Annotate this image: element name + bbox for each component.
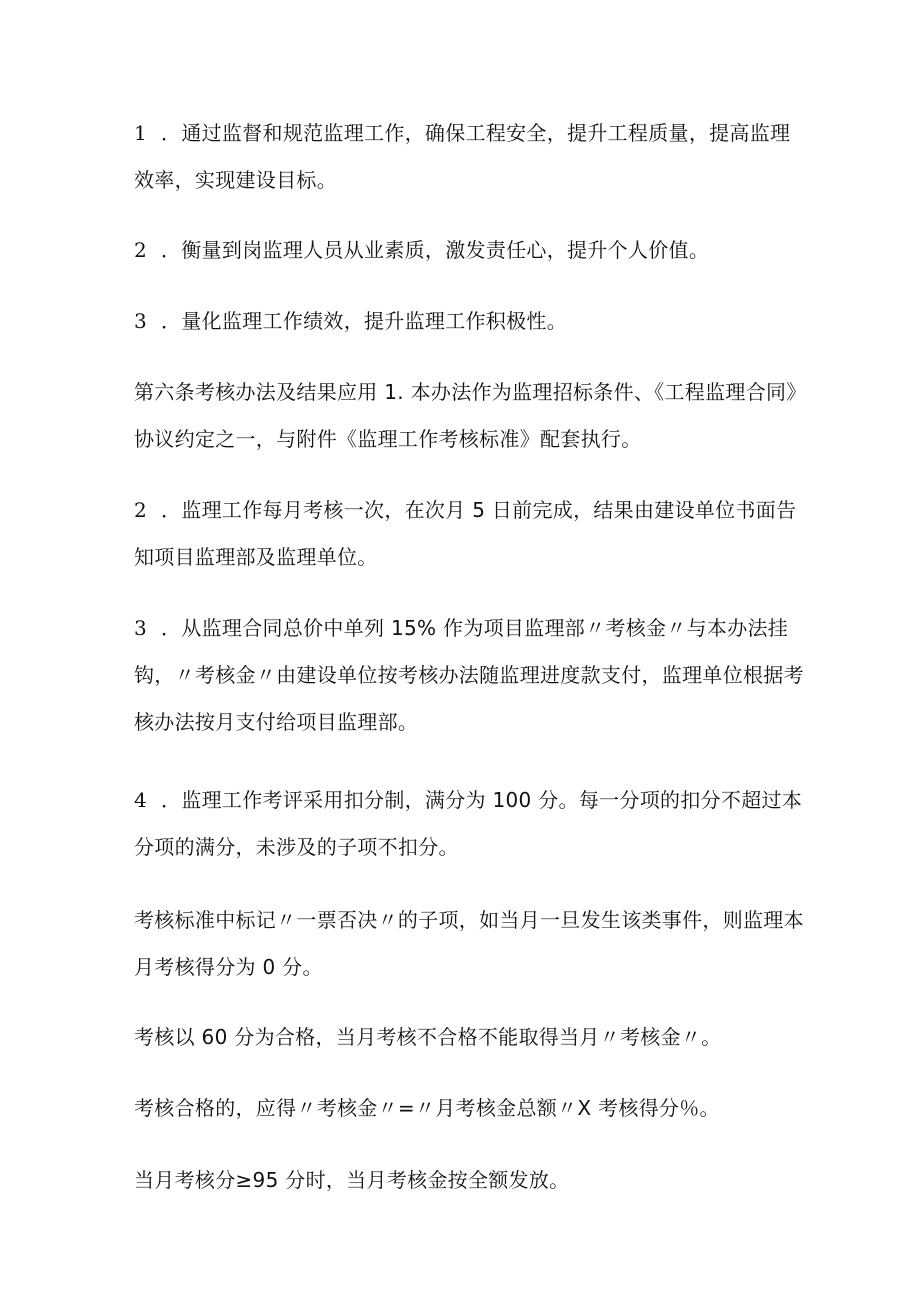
formula-paragraph xyxy=(134,1085,806,1132)
paragraph-item-4-assessment xyxy=(134,777,806,871)
paragraph-text: 考核合格的，应得〃考核金〃=〃月考核金总额〃X 考核得分％。 xyxy=(134,1096,720,1120)
pass-score-paragraph xyxy=(134,1014,806,1061)
full-payment-paragraph xyxy=(134,1157,806,1204)
paragraph-number: 3 xyxy=(134,616,148,640)
paragraph-number: 4 xyxy=(134,788,148,812)
paragraph-text: 考核以 60 分为合格，当月考核不合格不能取得当月〃考核金〃。 xyxy=(134,1025,722,1049)
paragraph-item-2 xyxy=(134,227,806,274)
article-six-paragraph xyxy=(134,369,806,463)
paragraph-item-1 xyxy=(134,110,806,204)
paragraph-text: ．通过监督和规范监理工作，确保工程安全，提升工程质量，提高监理效率，实现建设目标。 xyxy=(134,121,791,192)
paragraph-text: ．监理工作每月考核一次，在次月 5 日前完成，结果由建设单位书面告知项目监理部及监理单位。 xyxy=(134,498,797,569)
paragraph-text: ．监理工作考评采用扣分制，满分为 100 分。每一分项的扣分不超过本分项的满分，未涉及的子项不扣分。 xyxy=(134,788,803,859)
paragraph-text: 当月考核分≥95 分时，当月考核金按全额发放。 xyxy=(134,1168,570,1192)
paragraph-text: ．量化监理工作绩效，提升监理工作积极性。 xyxy=(161,309,568,333)
paragraph-item-2-assessment xyxy=(134,487,806,581)
paragraph-text: 考核标准中标记〃一票否决〃的子项，如当月一旦发生该类事件，则监理本月考核得分为 0 分。 xyxy=(134,908,804,979)
paragraph-number: 1 xyxy=(134,121,148,145)
paragraph-number: 3 xyxy=(134,309,148,333)
paragraph-text: ．从监理合同总价中单列 15% 作为项目监理部〃考核金〃与本办法挂钩，〃考核金〃由建设单位按考核办法随监理进度款支付，监理单位根据考核办法按月支付给项目监理部。 xyxy=(134,616,804,734)
paragraph-number: 2 xyxy=(134,238,148,262)
paragraph-text: 第六条考核办法及结果应用 1. 本办法作为监理招标条件、《工程监理合同》协议约定之一，与附件《监理工作考核标准》配套执行。 xyxy=(134,380,797,451)
paragraph-item-3-assessment xyxy=(134,605,806,746)
veto-paragraph xyxy=(134,897,806,991)
paragraph-number: 2 xyxy=(134,498,148,522)
paragraph-item-3 xyxy=(134,298,806,345)
paragraph-text: ．衡量到岗监理人员从业素质，激发责任心，提升个人价值。 xyxy=(161,238,710,262)
